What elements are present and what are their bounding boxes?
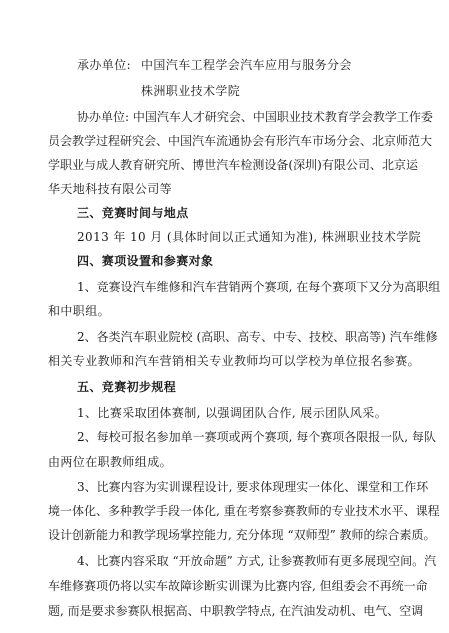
organizer-label: 承办单位: [77, 58, 132, 72]
co-organizer-line-1: 协办单位: 中国汽车人才研究会、中国职业技术教育学会教学工作委 [77, 110, 433, 124]
section-5-p3-line-3: 设计创新能力和教学现场掌控能力, 充分体现 “双师型” 教师的综合素质。 [48, 528, 436, 542]
co-organizer-line-4: 华天地科技有限公司等 [48, 182, 173, 196]
section-5-heading: 五、竞赛初步规程 [77, 380, 177, 394]
section-5-p4-line-3: 题, 而是要求参赛队根据高、中职教学特点, 在汽油发动机、电气、空调 [48, 604, 424, 618]
section-4-p1-line-1: 1、竞赛设汽车维修和汽车营销两个赛项, 在每个赛项下又分为高职组 [77, 280, 441, 294]
section-5-p4-line-1: 4、比赛内容采取 “开放命题” 方式, 让参赛教师有更多展现空间。汽 [77, 554, 437, 568]
section-5-p3-line-2: 境一体化、多种教学手段一体化, 重在考察参赛教师的专业技术水平、课程 [48, 504, 440, 518]
section-5-p2-line-2: 由两位在职教师组成。 [48, 455, 173, 469]
section-5-p4-line-2: 车维修赛项仍将以实车故障诊断实训课为比赛内容, 但组委会不再统一命 [48, 579, 428, 593]
section-4-p2-line-2: 相关专业教师和汽车营销相关专业教师均可以学校为单位报名参赛。 [48, 354, 421, 368]
organizer-line-1: 中国汽车工程学会汽车应用与服务分会 [141, 58, 352, 72]
section-4-heading: 四、赛项设置和参赛对象 [77, 254, 214, 268]
section-5-p2-line-1: 2、每校可报名参加单一赛项或两个赛项, 每个赛项各限报一队, 每队 [77, 430, 436, 444]
section-3-text: 2013 年 10 月 (具体时间以正式通知为准), 株洲职业技术学院 [77, 230, 422, 244]
organizer-line-2: 株洲职业技术学院 [141, 84, 241, 98]
section-5-p3-line-1: 3、比赛内容为实训课程设计, 要求体现理实一体化、课堂和工作环 [77, 480, 429, 494]
co-organizer-line-3: 学职业与成人教育研究所、博世汽车检测设备(深圳)有限公司、北京运 [48, 158, 418, 172]
section-3-heading: 三、竞赛时间与地点 [77, 206, 189, 220]
co-organizer-line-2: 员会教学过程研究会、中国汽车流通协会有形汽车市场分会、北京师范大 [48, 134, 433, 148]
section-4-p1-line-2: 和中职组。 [48, 304, 111, 318]
section-5-p1: 1、比赛采取团体赛制, 以强调团队合作, 展示团队风采。 [77, 406, 388, 420]
section-4-p2-line-1: 2、各类汽车职业院校 (高职、高专、中专、技校、职高等) 汽车维修 [77, 330, 438, 344]
